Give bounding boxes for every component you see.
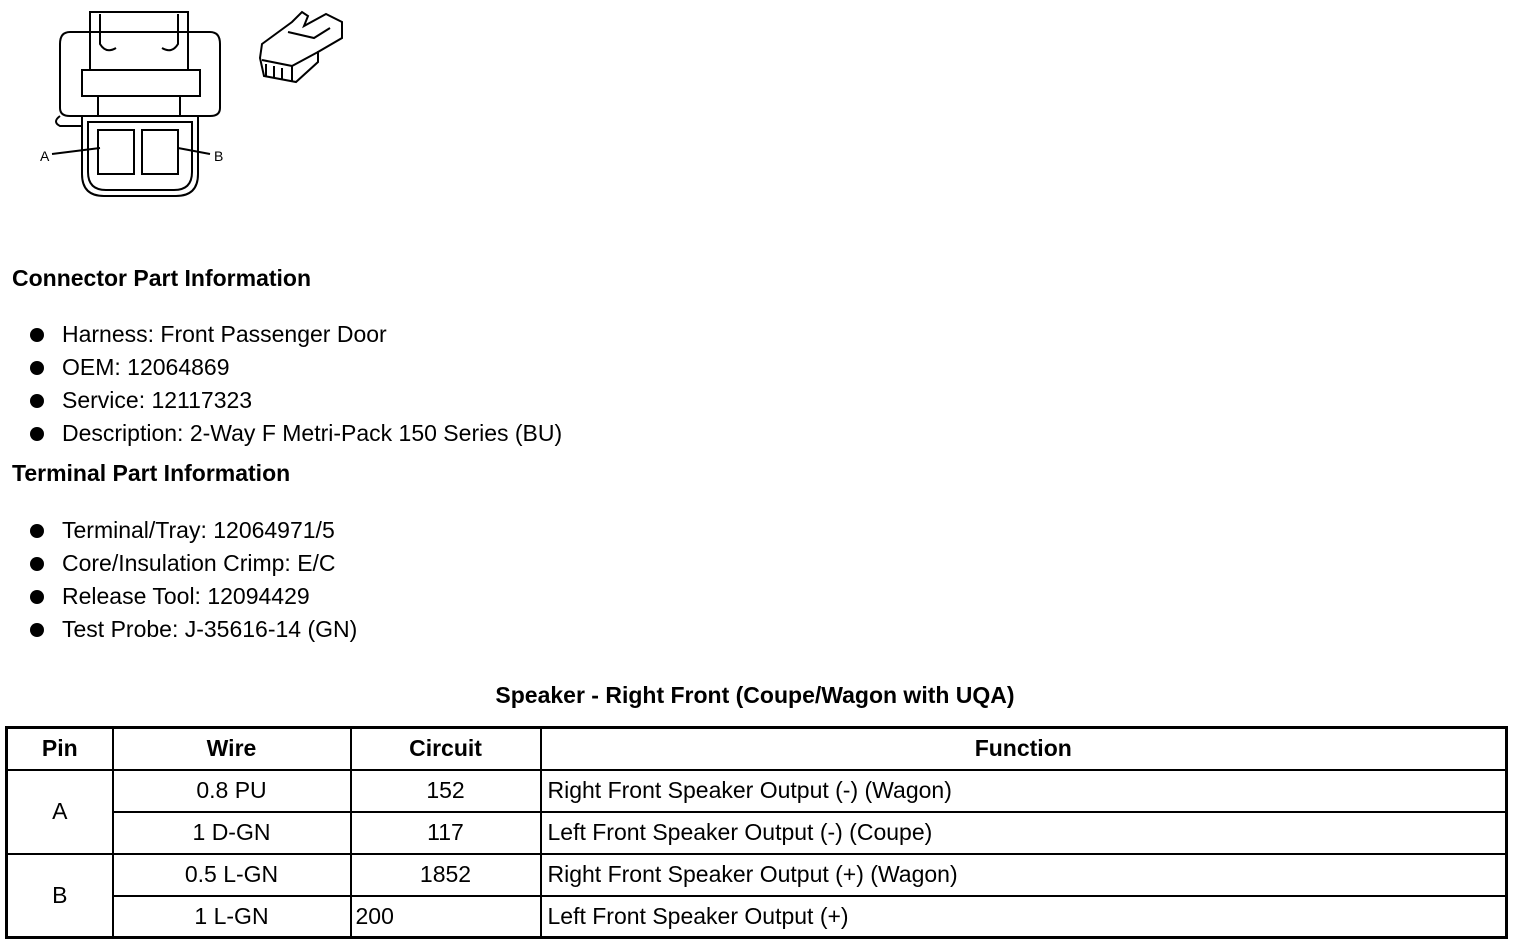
function-cell: Left Front Speaker Output (-) (Coupe) (541, 812, 1507, 854)
circuit-cell: 152 (351, 770, 541, 812)
bullet-icon (30, 623, 44, 637)
header-circuit: Circuit (351, 728, 541, 770)
pin-cell: B (7, 854, 113, 938)
table-header-row (7, 728, 1507, 770)
list-item: Test Probe: J-35616-14 (GN) (28, 613, 357, 646)
bullet-icon (30, 394, 44, 408)
terminal-info-list (28, 514, 357, 646)
circuit-cell: 200 (351, 896, 541, 938)
connector-diagram (30, 4, 370, 204)
connector-info-list (28, 318, 562, 450)
bullet-icon (30, 328, 44, 342)
pin-a-callout: A (40, 148, 50, 164)
bullet-icon (30, 427, 44, 441)
list-item: OEM: 12064869 (28, 351, 562, 384)
circuit-cell: 1852 (351, 854, 541, 896)
pinout-table (5, 726, 1508, 939)
table-row (7, 854, 1507, 896)
function-cell: Right Front Speaker Output (-) (Wagon) (541, 770, 1507, 812)
bullet-icon (30, 557, 44, 571)
wire-cell: 0.8 PU (113, 770, 351, 812)
function-cell: Right Front Speaker Output (+) (Wagon) (541, 854, 1507, 896)
pin-b-callout: B (214, 148, 224, 164)
pin-cell: A (7, 770, 113, 854)
bullet-icon (30, 590, 44, 604)
terminal-section-title: Terminal Part Information (12, 460, 291, 486)
header-function: Function (541, 728, 1507, 770)
wire-cell: 1 L-GN (113, 896, 351, 938)
function-cell: Left Front Speaker Output (+) (541, 896, 1507, 938)
list-item: Terminal/Tray: 12064971/5 (28, 514, 357, 547)
list-item: Core/Insulation Crimp: E/C (28, 547, 357, 580)
list-item: Service: 12117323 (28, 384, 562, 417)
list-item: Description: 2-Way F Metri-Pack 150 Series (BU) (28, 417, 562, 450)
table-row (7, 812, 1507, 854)
header-wire: Wire (113, 728, 351, 770)
bullet-icon (30, 361, 44, 375)
list-item: Release Tool: 12094429 (28, 580, 357, 613)
wire-cell: 0.5 L-GN (113, 854, 351, 896)
bullet-icon (30, 524, 44, 538)
table-row (7, 896, 1507, 938)
header-pin: Pin (7, 728, 113, 770)
wire-cell: 1 D-GN (113, 812, 351, 854)
connector-section-title: Connector Part Information (12, 265, 312, 291)
list-item: Harness: Front Passenger Door (28, 318, 562, 351)
table-title: Speaker - Right Front (Coupe/Wagon with UQA) (495, 682, 1015, 708)
circuit-cell: 117 (351, 812, 541, 854)
table-row (7, 770, 1507, 812)
